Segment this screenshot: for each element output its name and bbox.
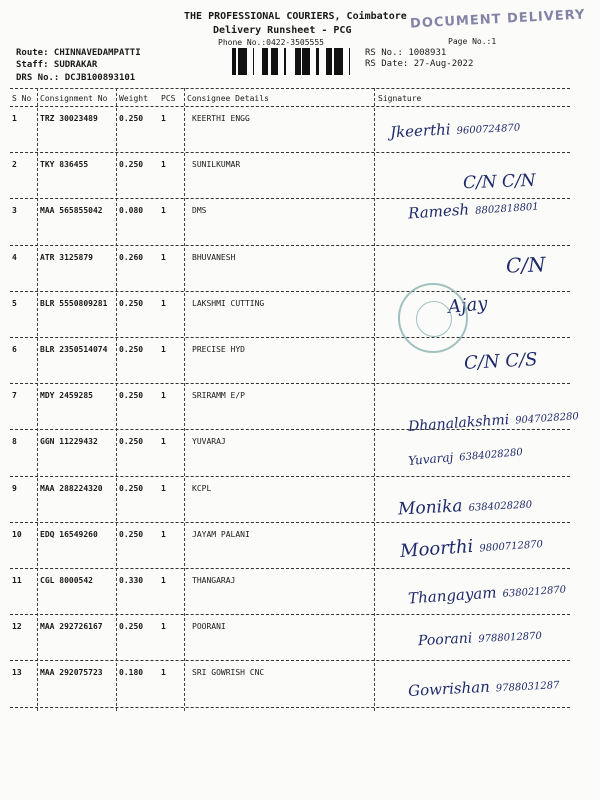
row-weight: 0.330 (119, 576, 144, 585)
row-sno: 12 (12, 622, 22, 632)
row-consignment-no: MAA 565855042 (40, 206, 103, 216)
row-pcs: 1 (161, 529, 166, 539)
signature-phone: 6380212870 (502, 584, 567, 600)
signature-name: Jkeerthi (389, 120, 451, 142)
row-signature (399, 531, 543, 562)
row-sno: 2 (12, 160, 17, 170)
row-consignee: YUVARAJ (192, 437, 226, 447)
row-weight: 0.250 (119, 483, 144, 493)
signature-name: Thangayam (407, 583, 498, 608)
row-signature (408, 196, 540, 223)
row-consignee: SRIRAMM E/P (192, 391, 245, 401)
row-divider (10, 337, 570, 338)
phone-number: Phone No.:0422-3505555 (218, 38, 324, 47)
row-signature (464, 349, 538, 374)
row-divider (10, 152, 570, 153)
route-label: Route: CHINNAVEDAMPATTI (16, 48, 141, 58)
row-sno: 8 (12, 437, 17, 447)
rs-date: RS Date: 27-Aug-2022 (365, 59, 474, 69)
row-pcs: 1 (161, 483, 166, 493)
row-consignment-no: MDY 2459285 (40, 391, 93, 401)
row-divider (10, 568, 570, 569)
row-consignee: JAYAM PALANI (192, 529, 250, 539)
row-pcs: 1 (161, 252, 166, 262)
column-header-signature: Signature (378, 94, 422, 103)
row-sno: 13 (12, 668, 22, 678)
row-pcs: 1 (161, 391, 166, 401)
signature-name: Ajay (447, 292, 489, 318)
row-consignment-no: TRZ 30023489 (40, 114, 98, 123)
row-weight: 0.250 (119, 391, 144, 401)
row-divider (10, 660, 570, 661)
row-signature (408, 444, 524, 468)
row-pcs: 1 (161, 206, 166, 216)
signature-name: Gowrishan (407, 678, 491, 701)
row-signature (398, 492, 533, 519)
row-divider (10, 614, 570, 615)
signature-phone: 9047028280 (514, 411, 580, 427)
row-sno: 4 (12, 252, 17, 262)
row-consignee: PRECISE HYD (192, 345, 245, 354)
row-sno: 10 (12, 529, 22, 539)
staff-label: Staff: SUDRAKAR (16, 60, 98, 70)
table-top-border (10, 88, 570, 89)
table-header-border (10, 106, 570, 107)
row-sno: 11 (12, 576, 22, 585)
row-weight: 0.250 (119, 622, 144, 632)
row-divider (10, 429, 570, 430)
signature-phone: 9788031287 (495, 680, 560, 695)
row-weight: 0.250 (119, 160, 144, 170)
rs-number: RS No.: 1008931 (365, 48, 447, 58)
row-consignment-no: ATR 3125879 (40, 252, 93, 262)
row-sno: 1 (12, 114, 17, 123)
row-weight: 0.250 (119, 298, 144, 308)
signature-phone: 9600724870 (456, 122, 521, 137)
signature-name: Moorthi (399, 535, 475, 562)
document-delivery-stamp: DOCUMENT DELIVERY (409, 7, 586, 32)
row-signature (408, 407, 580, 435)
signature-name: Monika (397, 495, 463, 520)
row-divider (10, 476, 570, 477)
row-consignment-no: MAA 292726167 (40, 622, 103, 632)
row-weight: 0.250 (119, 529, 144, 539)
row-divider (10, 383, 570, 384)
column-divider (184, 88, 185, 711)
runsheet-subtitle: Delivery Runsheet - PCG (213, 25, 352, 36)
row-consignee: KCPL (192, 483, 212, 493)
row-pcs: 1 (161, 298, 166, 308)
row-divider (10, 291, 570, 292)
column-divider (37, 88, 38, 711)
row-consignment-no: EDQ 16549260 (40, 529, 98, 539)
row-consignee: THANGARAJ (192, 576, 236, 585)
signature-phone: 8802818801 (474, 201, 540, 218)
row-signature (418, 627, 543, 649)
row-sno: 5 (12, 298, 17, 308)
signature-phone: 6384028280 (458, 447, 524, 464)
row-pcs: 1 (161, 668, 166, 678)
row-consignment-no: BLR 5550809281 (40, 298, 108, 308)
column-header-pcs: PCS (161, 94, 176, 103)
row-signature (408, 579, 567, 608)
row-divider (10, 522, 570, 523)
page-number: Page No.:1 (448, 37, 497, 46)
row-weight: 0.080 (119, 206, 144, 216)
row-consignment-no: MAA 292075723 (40, 668, 103, 678)
signature-phone: 9788012870 (478, 630, 543, 646)
row-consignment-no: MAA 288224320 (40, 483, 103, 493)
row-sno: 7 (12, 391, 17, 401)
barcode-icon (232, 48, 360, 75)
row-consignee: POORANI (192, 622, 226, 632)
row-pcs: 1 (161, 114, 166, 123)
column-divider (116, 88, 117, 711)
signature-name: C/N (505, 251, 546, 278)
signature-name: Ramesh (407, 200, 470, 223)
row-consignment-no: GGN 11229432 (40, 437, 98, 447)
row-pcs: 1 (161, 622, 166, 632)
row-consignment-no: TKY 836455 (40, 160, 89, 170)
row-sno: 9 (12, 483, 17, 493)
signature-name: Yuvaraj (407, 450, 454, 469)
row-pcs: 1 (161, 345, 166, 354)
column-divider (374, 88, 375, 711)
row-consignee: SRI GOWRISH CNC (192, 668, 265, 678)
row-divider (10, 707, 570, 708)
row-consignee: BHUVANESH (192, 252, 236, 262)
row-signature (390, 117, 521, 142)
company-title: THE PROFESSIONAL COURIERS, Coimbatore (184, 11, 407, 22)
row-weight: 0.250 (119, 437, 144, 447)
signature-name: C/N C/N (462, 170, 536, 194)
signature-name: Poorani (417, 630, 473, 650)
signature-name: Dhanalakshmi (407, 412, 510, 436)
row-weight: 0.180 (119, 668, 144, 678)
row-consignee: SUNILKUMAR (192, 160, 241, 170)
row-pcs: 1 (161, 160, 166, 170)
column-header-consignment: Consignment No (40, 94, 108, 103)
row-sno: 6 (12, 345, 17, 354)
row-signature (506, 252, 546, 277)
drs-number: DRS No.: DCJB100893101 (16, 73, 136, 83)
row-signature (463, 171, 536, 194)
row-sno: 3 (12, 206, 17, 216)
row-consignment-no: CGL 8000542 (40, 576, 93, 585)
row-weight: 0.260 (119, 252, 144, 262)
row-weight: 0.250 (119, 345, 144, 354)
row-weight: 0.250 (119, 114, 144, 123)
row-consignee: KEERTHI ENGG (192, 114, 250, 123)
column-header-weight: Weight (119, 94, 148, 103)
row-divider (10, 245, 570, 246)
column-header-consignee: Consignee Details (187, 94, 269, 103)
column-header-sno: S No (12, 94, 32, 103)
signature-phone: 6384028280 (468, 499, 533, 514)
row-pcs: 1 (161, 576, 166, 585)
row-signature (408, 674, 560, 700)
row-consignee: LAKSHMI CUTTING (192, 298, 265, 308)
row-consignee: DMS (192, 206, 207, 216)
signature-name: C/N C/S (463, 349, 538, 374)
signature-phone: 9800712870 (479, 538, 544, 555)
round-courier-stamp (398, 283, 468, 353)
row-pcs: 1 (161, 437, 166, 447)
row-consignment-no: BLR 2350514074 (40, 345, 108, 354)
